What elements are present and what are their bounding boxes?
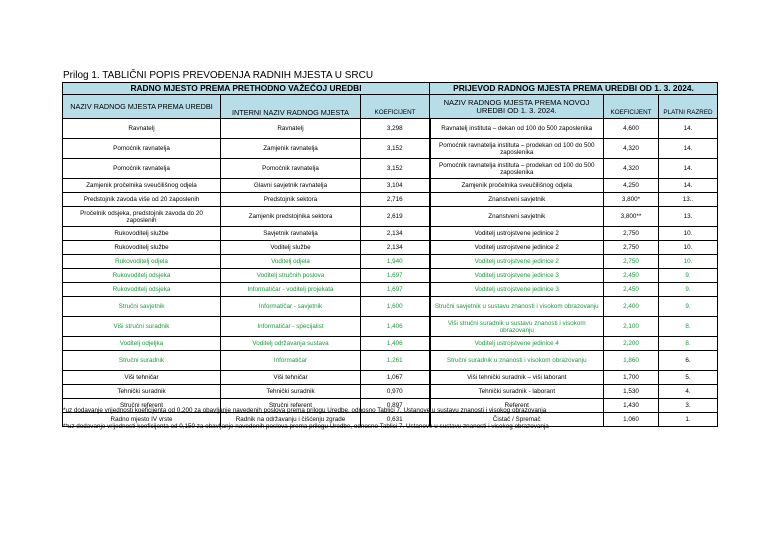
table-row — [63, 241, 718, 255]
cell-koeficijent-old: 3,298 — [361, 119, 430, 139]
cell-naziv-nova-uredba: Pomoćnik ravnatelja instituta – prodekan od 100 do 500 zaposlenika — [430, 139, 604, 159]
cell-koeficijent-old: 1,697 — [361, 269, 430, 283]
cell-naziv-nova-uredba: Referent — [430, 399, 604, 413]
cell-naziv-prema-uredbi: Pročelnik odsjeka, predstojnik zavoda do 20 zaposlenih — [63, 207, 221, 227]
group-header-previous-regulation: RADNO MJESTO PREMA PRETHODNO VAŽEĆOJ UREDBI — [63, 83, 430, 95]
cell-koeficijent-new: 2,450 — [604, 269, 659, 283]
cell-koeficijent-new: 1,430 — [604, 399, 659, 413]
cell-koeficijent-old: 3,152 — [361, 159, 430, 179]
cell-platni-razred: 13. — [659, 207, 718, 227]
cell-platni-razred: 1. — [659, 413, 718, 427]
cell-naziv-nova-uredba: Voditelj ustrojstvene jedinice 2 — [430, 255, 604, 269]
cell-naziv-nova-uredba: Stručni suradnik u znanosti i visokom obrazovanju — [430, 351, 604, 371]
cell-platni-razred: 10. — [659, 241, 718, 255]
cell-naziv-prema-uredbi: Pomoćnik ravnatelja — [63, 159, 221, 179]
table-row — [63, 179, 718, 193]
cell-interni-naziv: Viši tehničar — [221, 371, 361, 385]
cell-koeficijent-new: 1,700 — [604, 371, 659, 385]
table-row — [63, 297, 718, 317]
cell-interni-naziv: Stručni referent — [221, 399, 361, 413]
cell-koeficijent-old: 0,970 — [361, 385, 430, 399]
cell-naziv-nova-uredba: Čistač / Spremač — [430, 413, 604, 427]
column-header-koeficijent-old: KOEFICIJENT — [361, 95, 430, 119]
column-header-naziv-prema-uredbi: NAZIV RADNOG MJESTA PREMA UREDBI — [63, 95, 221, 119]
cell-platni-razred: 6. — [659, 351, 718, 371]
cell-platni-razred: 8. — [659, 337, 718, 351]
page-title: Prilog 1. TABLIČNI POPIS PREVOĐENJA RADNIH MJESTA U SRCU — [63, 70, 374, 81]
cell-interni-naziv: Informatičar — [221, 351, 361, 371]
cell-koeficijent-new: 4,600 — [604, 119, 659, 139]
cell-koeficijent-old: 2,619 — [361, 207, 430, 227]
cell-naziv-nova-uredba: Znanstveni savjetnik — [430, 207, 604, 227]
cell-koeficijent-new: 1,530 — [604, 385, 659, 399]
cell-naziv-prema-uredbi: Viši tehničar — [63, 371, 221, 385]
cell-interni-naziv: Voditelj stručnih poslova — [221, 269, 361, 283]
cell-interni-naziv: Predstojnik sektora — [221, 193, 361, 207]
cell-koeficijent-old: 1,406 — [361, 337, 430, 351]
cell-koeficijent-old: 1,697 — [361, 283, 430, 297]
table-row — [63, 227, 718, 241]
cell-koeficijent-new: 4,320 — [604, 139, 659, 159]
cell-koeficijent-old: 3,104 — [361, 179, 430, 193]
cell-platni-razred: 13.. — [659, 193, 718, 207]
cell-platni-razred: 9. — [659, 269, 718, 283]
table-row — [63, 159, 718, 179]
table-row — [63, 337, 718, 351]
cell-naziv-nova-uredba: Voditelj ustrojstvene jedinice 3 — [430, 283, 604, 297]
cell-naziv-prema-uredbi: Pomoćnik ravnatelja — [63, 139, 221, 159]
cell-koeficijent-old: 1,940 — [361, 255, 430, 269]
table-row — [63, 351, 718, 371]
cell-interni-naziv: Informatičar - savjetnik — [221, 297, 361, 317]
cell-platni-razred: 14. — [659, 179, 718, 193]
footnote-double-asterisk: **uz dodavanje vrijednosti koeficijenta od 0,150 za obavljanje navedenih poslova prema prilogu Uredbe, odnosno Tablici 7. Ustanove u sustavu znanosti i visokog obrazovanja — [63, 423, 549, 430]
table-row — [63, 371, 718, 385]
cell-koeficijent-old: 2,716 — [361, 193, 430, 207]
cell-naziv-nova-uredba: Pomoćnik ravnatelja instituta – prodekan od 100 do 500 zaposlenika — [430, 159, 604, 179]
table-row — [63, 207, 718, 227]
cell-interni-naziv: Informatičar - voditelj projekata — [221, 283, 361, 297]
cell-naziv-prema-uredbi: Zamjenik pročelnika sveučilišnog odjela — [63, 179, 221, 193]
cell-koeficijent-old: 1,600 — [361, 297, 430, 317]
cell-platni-razred: 3. — [659, 399, 718, 413]
cell-interni-naziv: Voditelj odjela — [221, 255, 361, 269]
cell-koeficijent-old: 1,406 — [361, 317, 430, 337]
cell-naziv-prema-uredbi: Stručni referent — [63, 399, 221, 413]
cell-naziv-prema-uredbi: Rukovoditelj odsjeka — [63, 283, 221, 297]
cell-naziv-nova-uredba: Viši tehnički suradnik – viši laborant — [430, 371, 604, 385]
table-row — [63, 193, 718, 207]
cell-naziv-nova-uredba: Zamjenik pročelnika sveučilišnog odjela — [430, 179, 604, 193]
cell-koeficijent-old: 2,134 — [361, 241, 430, 255]
cell-koeficijent-new: 2,450 — [604, 283, 659, 297]
cell-interni-naziv: Radnik na održavanju i čišćenju zgrade — [221, 413, 361, 427]
footnote-single-asterisk: *uz dodavanje vrijednosti koeficijenta od 0,200 za obavljanje navedenih poslova prema prilogu Uredbe, odnosno Tablici 7. Ustanove u sustavu znanosti i visokog obrazovanja — [63, 407, 547, 414]
cell-interni-naziv: Zamjenik predstojnika sektora — [221, 207, 361, 227]
conversion-table — [62, 82, 718, 427]
cell-koeficijent-new: 4,320 — [604, 159, 659, 179]
group-header-new-regulation: PRIJEVOD RADNOG MJESTA PREMA UREDBI OD 1. 3. 2024. — [430, 83, 718, 95]
cell-platni-razred: 4. — [659, 385, 718, 399]
cell-koeficijent-old: 1,261 — [361, 351, 430, 371]
cell-naziv-nova-uredba: Voditelj ustrojstvene jedinice 2 — [430, 241, 604, 255]
cell-naziv-nova-uredba: Znanstveni savjetnik — [430, 193, 604, 207]
table-row — [63, 283, 718, 297]
column-header-naziv-nova-uredba: NAZIV RADNOG MJESTA PREMA NOVOJ UREDBI OD 1. 3. 2024. — [430, 95, 604, 119]
cell-naziv-prema-uredbi: Rukovoditelj odjela — [63, 255, 221, 269]
cell-interni-naziv: Voditelj službe — [221, 241, 361, 255]
cell-naziv-prema-uredbi: Voditelj odjeljka — [63, 337, 221, 351]
cell-koeficijent-new: 1,060 — [604, 413, 659, 427]
cell-koeficijent-old: 2,134 — [361, 227, 430, 241]
cell-naziv-prema-uredbi: Stručni savjetnik — [63, 297, 221, 317]
cell-platni-razred: 5. — [659, 371, 718, 385]
cell-platni-razred: 9. — [659, 283, 718, 297]
cell-naziv-nova-uredba: Tehnički suradnik - laborant — [430, 385, 604, 399]
cell-interni-naziv: Tehnički suradnik — [221, 385, 361, 399]
cell-interni-naziv: Pomoćnik ravnatelja — [221, 159, 361, 179]
cell-naziv-prema-uredbi: Radno mjesto IV vrste — [63, 413, 221, 427]
cell-platni-razred: 14. — [659, 119, 718, 139]
cell-interni-naziv: Glavni savjetnik ravnatelja — [221, 179, 361, 193]
cell-koeficijent-new: 2,100 — [604, 317, 659, 337]
cell-platni-razred: 10. — [659, 227, 718, 241]
cell-platni-razred: 9. — [659, 297, 718, 317]
cell-koeficijent-new: 2,400 — [604, 297, 659, 317]
cell-koeficijent-old: 1,067 — [361, 371, 430, 385]
cell-koeficijent-new: 1,860 — [604, 351, 659, 371]
cell-platni-razred: 14. — [659, 139, 718, 159]
cell-naziv-prema-uredbi: Ravnatelj — [63, 119, 221, 139]
cell-interni-naziv: Informatičar - specijalist — [221, 317, 361, 337]
cell-naziv-nova-uredba: Voditelj ustrojstvene jedinice 2 — [430, 227, 604, 241]
cell-koeficijent-new: 2,750 — [604, 255, 659, 269]
cell-naziv-nova-uredba: Stručni savjetnik u sustavu znanosti i visokom obrazovanju — [430, 297, 604, 317]
column-header-interni-naziv: INTERNI NAZIV RADNOG MJESTA — [221, 95, 361, 119]
cell-naziv-nova-uredba: Ravnatelj instituta – dekan od 100 do 500 zaposlenika — [430, 119, 604, 139]
cell-naziv-nova-uredba: Viši stručni suradnik u sustavu znanosti i visokom obrazovanju — [430, 317, 604, 337]
cell-naziv-prema-uredbi: Rukovoditelj službe — [63, 241, 221, 255]
cell-koeficijent-new: 2,750 — [604, 227, 659, 241]
cell-naziv-prema-uredbi: Tehnički suradnik — [63, 385, 221, 399]
cell-koeficijent-new: 2,750 — [604, 241, 659, 255]
cell-koeficijent-new: 2,200 — [604, 337, 659, 351]
cell-koeficijent-new: 3,800** — [604, 207, 659, 227]
table-row — [63, 385, 718, 399]
cell-interni-naziv: Voditelj održavanja sustava — [221, 337, 361, 351]
cell-platni-razred: 8. — [659, 317, 718, 337]
table-row — [63, 119, 718, 139]
table-row — [63, 139, 718, 159]
cell-naziv-prema-uredbi: Viši stručni suradnik — [63, 317, 221, 337]
cell-naziv-prema-uredbi: Rukovoditelj službe — [63, 227, 221, 241]
cell-platni-razred: 14. — [659, 159, 718, 179]
cell-naziv-nova-uredba: Voditelj ustrojstvene jedinice 4 — [430, 337, 604, 351]
cell-interni-naziv: Ravnatelj — [221, 119, 361, 139]
cell-naziv-nova-uredba: Voditelj ustrojstvene jedinice 3 — [430, 269, 604, 283]
column-header-platni-razred: PLATNI RAZRED — [659, 95, 718, 119]
column-header-koeficijent-new: KOEFICIJENT — [604, 95, 659, 119]
cell-naziv-prema-uredbi: Predstojnik zavoda više od 20 zaposlenih — [63, 193, 221, 207]
cell-koeficijent-new: 3,800* — [604, 193, 659, 207]
table-row — [63, 317, 718, 337]
cell-koeficijent-old: 0,631 — [361, 413, 430, 427]
table-row — [63, 269, 718, 283]
cell-platni-razred: 10. — [659, 255, 718, 269]
cell-interni-naziv: Zamjenik ravnatelja — [221, 139, 361, 159]
table-row — [63, 255, 718, 269]
cell-naziv-prema-uredbi: Stručni suradnik — [63, 351, 221, 371]
cell-koeficijent-new: 4,250 — [604, 179, 659, 193]
cell-naziv-prema-uredbi: Rukovoditelj odsjeka — [63, 269, 221, 283]
cell-koeficijent-old: 3,152 — [361, 139, 430, 159]
cell-interni-naziv: Savjetnik ravnatelja — [221, 227, 361, 241]
cell-koeficijent-old: 0,897 — [361, 399, 430, 413]
